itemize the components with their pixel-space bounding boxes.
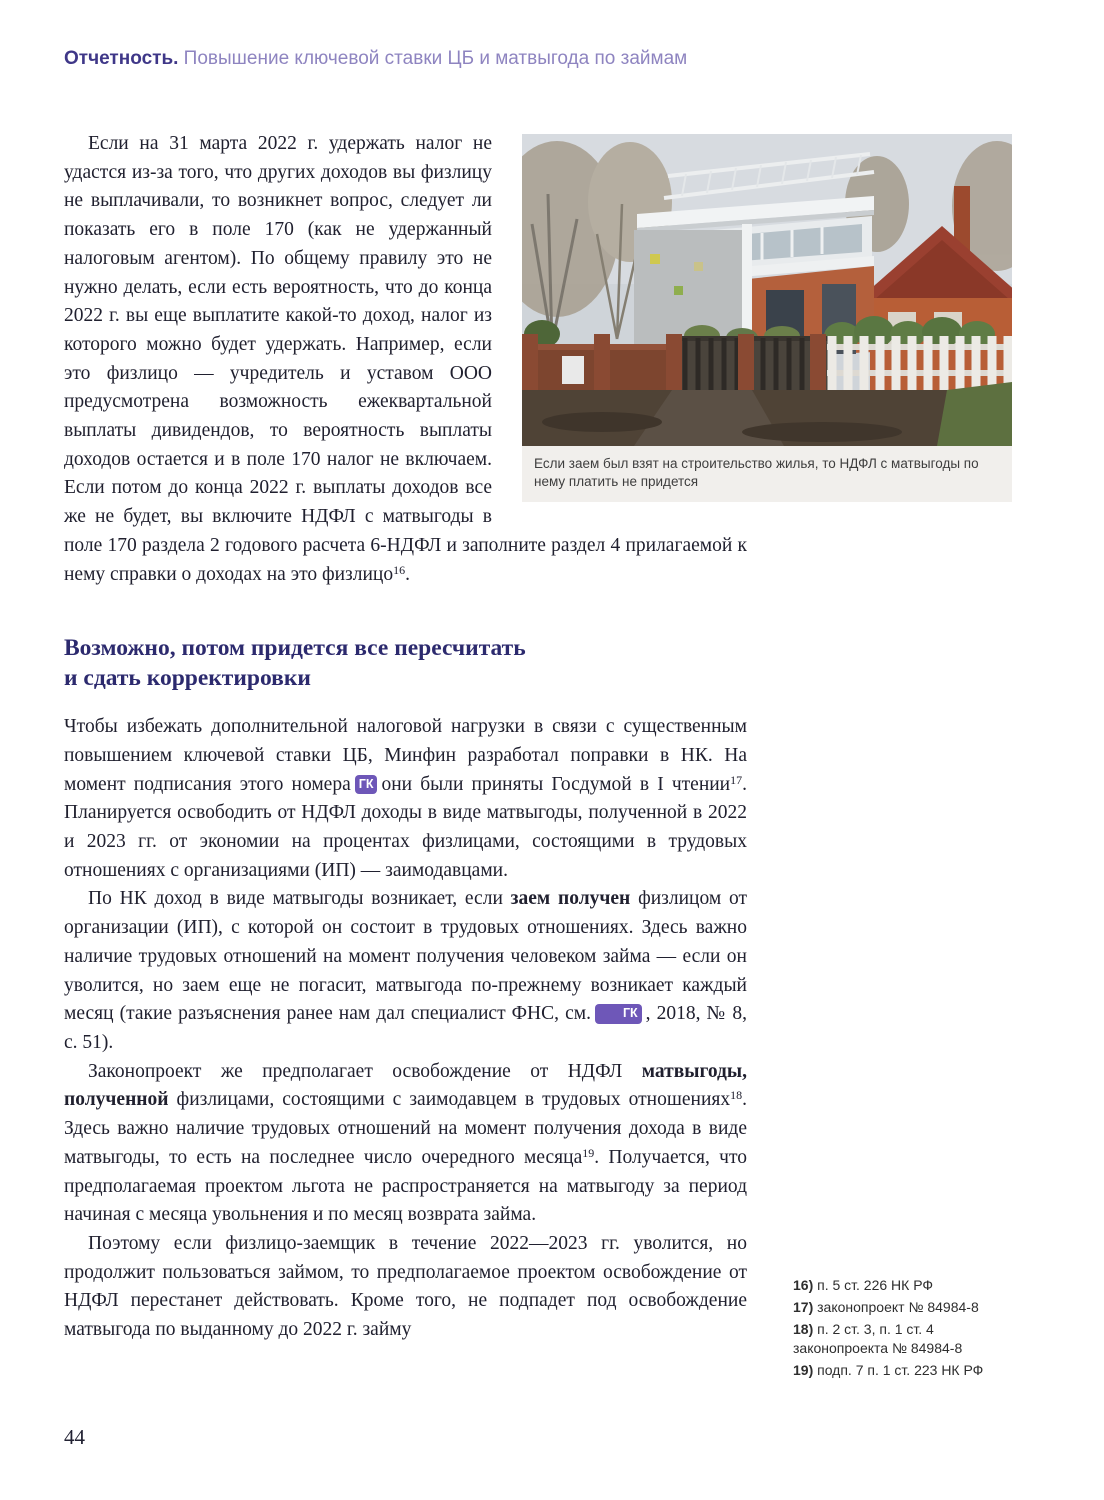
- heading-line-2: и сдать корректировки: [64, 665, 311, 692]
- footnote-item: [793, 1276, 1018, 1295]
- gk-logo-badge: ГК: [595, 1004, 642, 1024]
- text-run: По НК доход в виде матвыгоды возникает, если: [88, 888, 511, 910]
- footnote-ref-16: 16: [393, 562, 406, 577]
- section-label: Отчетность.: [64, 48, 179, 69]
- footnote-number: 16): [793, 1277, 814, 1293]
- paragraph-4: [64, 1058, 747, 1230]
- footnote-number: 19): [793, 1362, 814, 1378]
- footnote-text: законопроект № 84984-8: [817, 1299, 979, 1315]
- page-number: 44: [64, 1425, 85, 1449]
- footnote-number: 18): [793, 1321, 814, 1337]
- bold-run: заем получен: [510, 888, 631, 910]
- text-run: , 2018, № 8, с. 51).: [64, 1003, 747, 1053]
- text-run: Если на 31 марта 2022 г. удержать налог не удастся из-за того, что других доходов вы физлицу не выплачивали, то возникнет вопрос, следует ли показать его в поле 170 (как не удержанный налоговым агентом). По общему правилу это не нужно делать, если есть вероятность, что до конца 2022 г. вы еще выплатите какой-то доход, налог из которого можно будет удержать. Например, если это физлицо — учредитель и уставом ООО предусмотрена возможность ежеквартальной выплаты дивидендов, то вероятность выплаты доходов остается и в поле 170 налог не включаем. Если потом до конца 2022 г. выплаты доходов все же не будет, вы включите НДФЛ с матвыгоды в поле 170 раздела 2 годового расчета 6-НДФЛ и заполните раздел 4 прилагаемой к нему справки о доходах на это физлицо: [64, 133, 747, 585]
- footnote-item: [793, 1361, 1018, 1380]
- running-header: [64, 48, 687, 70]
- footnote-text: п. 5 ст. 226 НК РФ: [817, 1277, 934, 1293]
- text-run: . Получается, что предполагаемая проектом льгота не распространяется на матвыгоду за период начиная с месяца увольнения и по месяц возврата займа.: [64, 1146, 747, 1226]
- house-photo-illustration: [522, 134, 1012, 446]
- bold-run: матвыгоды, полученной: [64, 1060, 747, 1111]
- photo-caption: Если заем был взят на строительство жилья, то НДФЛ с матвыгоды по нему платить не придется: [522, 446, 1012, 502]
- paragraph-5: Поэтому если физлицо-заемщик в течение 2022—2023 гг. уволится, но продолжит пользоваться займом, то предполагаемое проектом освобождение от НДФЛ перестанет действовать. Кроме того, не подпадет под освобождение матвыгода по выданному до 2022 г. займу: [64, 1232, 747, 1341]
- footnote-item: [793, 1298, 1018, 1317]
- text-run: физлицами, состоящими с заимодавцем в трудовых отношениях: [168, 1089, 731, 1111]
- gk-logo-badge: ГК: [355, 775, 378, 795]
- article-title: Повышение ключевой ставки ЦБ и матвыгода по займам: [178, 48, 688, 69]
- text-run: .: [405, 563, 410, 585]
- paragraph-2: [64, 713, 747, 885]
- footnote-number: 17): [793, 1299, 814, 1315]
- section-heading: [64, 633, 747, 693]
- photo-figure: [522, 134, 1012, 502]
- text-run: . Здесь важно наличие трудовых отношений на момент получения дохода в виде матвыгоды, то есть на последнее число очередного месяца: [64, 1089, 747, 1168]
- footnote-item: [793, 1320, 1018, 1358]
- text-run: они были приняты Госдумой в I чтении: [381, 773, 731, 795]
- footnote-text: п. 2 ст. 3, п. 1 ст. 4 законопроекта № 84984-8: [793, 1321, 963, 1356]
- paragraph-3: [64, 885, 747, 1057]
- footnote-text: подп. 7 п. 1 ст. 223 НК РФ: [817, 1362, 984, 1378]
- footnote-ref-17: 17: [730, 772, 743, 787]
- text-run: физлицом от организации (ИП), с которой он состоит в трудовых отношениях. Здесь важно наличие трудовых отношений на момент получения человеком займа — если он уволится, но заем еще не погасит, матвыгода по-прежнему возникает каждый месяц (такие разъяснения ранее нам дал специалист ФНС, см.: [64, 888, 747, 1025]
- footnotes-list: [793, 1276, 1018, 1383]
- text-run: . Планируется освободить от НДФЛ доходы в виде матвыгоды, полученной в 2022 и 2023 гг. от экономии на процентах физлицами, состоящими в трудовых отношениях с организациями (ИП) — заимодавцами.: [64, 773, 747, 881]
- footnote-ref-18: 18: [730, 1088, 743, 1103]
- heading-line-1: Возможно, потом придется все пересчитать: [64, 635, 526, 662]
- footnote-ref-19: 19: [582, 1145, 595, 1160]
- text-run: Чтобы избежать дополнительной налоговой нагрузки в связи с существенным повышением ключевой ставки ЦБ, Минфин разработал поправки в НК. На момент подписания этого номера: [64, 716, 747, 795]
- text-run: Законопроект же предполагает освобождение от НДФЛ: [88, 1060, 642, 1082]
